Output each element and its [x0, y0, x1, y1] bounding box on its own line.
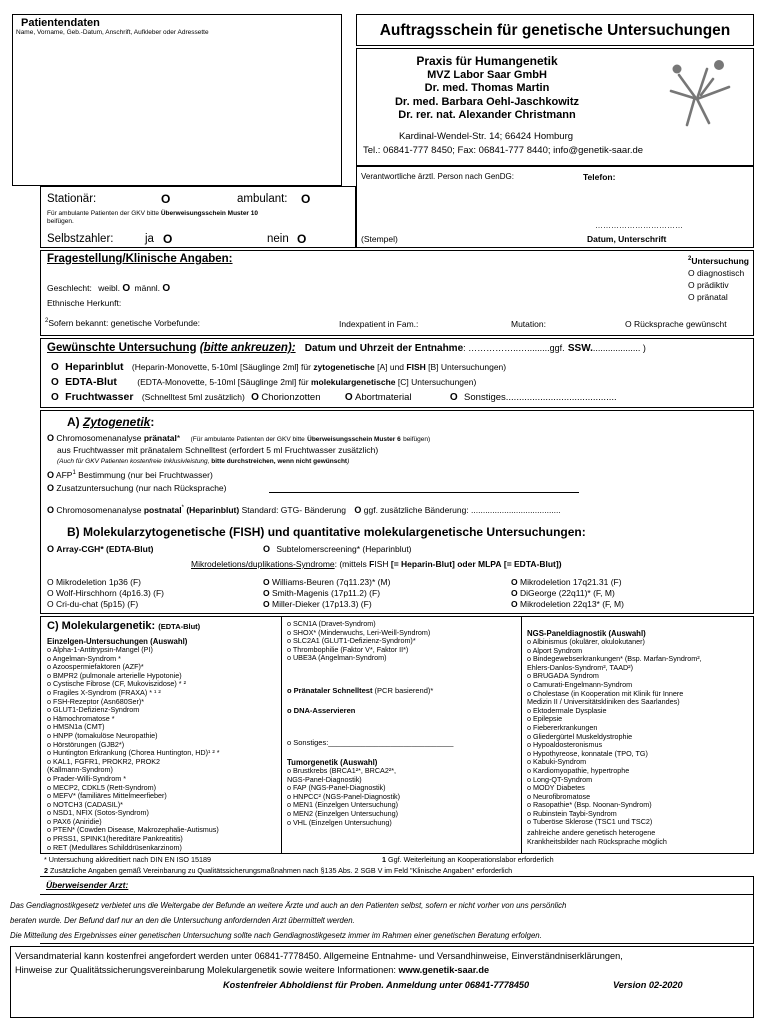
einzelgen-title: Einzelgen-Untersuchungen (Auswahl): [47, 637, 188, 646]
fish-item: Smith-Magenis (17p11.2) (F): [272, 588, 381, 599]
molgen-sonstiges[interactable]: o Sonstiges:______________________________: [287, 738, 454, 747]
einzelgen-item[interactable]: o Huntington Erkrankung (Chorea Huntington, HD)¹ ² *: [47, 748, 220, 758]
maennl-label: männl.: [134, 283, 161, 293]
tumor-title: Tumorgenetik (Auswahl): [287, 758, 378, 767]
einzelgen-item[interactable]: o Alpha-1-Antitrypsin-Mangel (PI): [47, 645, 153, 654]
nein-label: nein: [267, 233, 289, 245]
ngs-item[interactable]: o Neurofibromatose: [527, 791, 591, 801]
einzelgen-item[interactable]: (Kallmann-Syndrom): [47, 765, 113, 775]
molgen-item[interactable]: o Thrombophilie (Faktor V*, Faktor II*): [287, 644, 409, 654]
zyto-title: Zytogenetik: [83, 415, 151, 429]
heparin-desc-e: [B] Untersuchungen): [428, 362, 507, 372]
molgen-title-b: (EDTA-Blut): [158, 622, 201, 631]
praenatal-note-b: Überweisungsschein Muster 6: [307, 436, 401, 443]
fish-item: Williams-Beuren (7q11.23)* (M): [272, 577, 391, 587]
gewuenschte-box: [40, 338, 754, 408]
afp-checkbox[interactable]: O: [47, 470, 55, 480]
einzelgen-item[interactable]: o Cystische Fibrose (CF, Mukoviszidose) * ²: [47, 679, 186, 689]
heparin-desc-c: [A] und: [377, 362, 405, 372]
fish-item[interactable]: O Mikrodeletion 1p36 (F): [47, 577, 142, 587]
molgen-item[interactable]: o SCN1A (Dravet-Syndrom): [287, 619, 376, 628]
fish-item-checkbox[interactable]: O: [511, 577, 518, 587]
ngs-item[interactable]: o BRUGADA Syndrom: [527, 671, 599, 681]
chorion-checkbox[interactable]: O: [251, 392, 259, 403]
lab-line1: MVZ Labor Saar GmbH: [427, 68, 547, 81]
lab-address: Kardinal-Wendel-Str. 14; 66424 Homburg: [398, 131, 574, 142]
station-note-c: beifügen.: [47, 218, 74, 225]
subtelo-checkbox[interactable]: O: [263, 544, 271, 554]
chorion-label: Chorionzotten: [261, 392, 321, 403]
array-checkbox[interactable]: O: [47, 544, 55, 554]
station-note-a: Für ambulante Patienten der GKV bitte: [47, 210, 160, 217]
einzelgen-item[interactable]: o KAL1, FGFR1, PROKR2, PROK2: [47, 756, 161, 766]
ngs-item[interactable]: o Epilepsie: [527, 714, 563, 724]
fish-item: Miller-Dieker (17p13.3) (F): [272, 599, 372, 610]
molgen-item[interactable]: o UBE3A (Angelman-Syndrom): [287, 653, 387, 663]
zusatz-line[interactable]: [269, 492, 579, 493]
vorbefunde-label: Sofern bekannt: genetische Vorbefunde:: [48, 318, 201, 328]
tumor-item[interactable]: o MEN2 (Einzelgen Untersuchung): [287, 808, 399, 818]
einzelgen-item[interactable]: o PRSS1, SPINK1(hereditäre Pankreatitis): [47, 834, 183, 844]
ngs-item[interactable]: o Hypoaldosteronismus: [527, 740, 603, 750]
einzelgen-item[interactable]: o HMSN1a (CMT): [47, 722, 105, 732]
stationaer-label: Stationär:: [47, 193, 97, 205]
fish-item-checkbox[interactable]: O: [263, 599, 270, 610]
einzelgen-item[interactable]: o RET (Medulläres Schilddrüsenkarzinom): [47, 842, 182, 852]
fish-item-checkbox[interactable]: O: [511, 588, 518, 599]
praenatal-a: Chromosomenanalyse: [56, 433, 142, 443]
gew-title-paren: (bitte ankreuzen):: [199, 342, 296, 354]
tumor-item[interactable]: o VHL (Einzelgen Untersuchung): [287, 817, 392, 827]
mikro-b: : (mittels: [334, 559, 367, 569]
mikro-d: ISH: [374, 559, 389, 569]
lab-name: Praxis für Humangenetik: [416, 54, 558, 68]
patient-data-box[interactable]: [12, 14, 342, 186]
edta-checkbox[interactable]: O: [51, 377, 59, 388]
zyto-title-colon: :: [150, 415, 155, 429]
einzelgen-item[interactable]: o NSD1, NFIX (Sotos-Syndrom): [47, 808, 149, 818]
lab-line3: Dr. med. Barbara Oehl-Jaschkowitz: [394, 95, 579, 108]
ja-checkbox[interactable]: O: [163, 232, 173, 246]
einzelgen-item[interactable]: o BMPR2 (pulmonale arterielle Hypotonie): [47, 670, 182, 680]
phone-label: Telefon:: [583, 172, 616, 182]
ngs-item[interactable]: o Kabuki-Syndrom: [527, 757, 587, 767]
ngs-item[interactable]: Ehlers-Danlos-Syndrom², TAAD²): [527, 662, 633, 672]
ngs-title: NGS-Paneldiagnostik (Auswahl): [527, 629, 646, 638]
einzelgen-item[interactable]: o PAX6 (Aniridie): [47, 816, 102, 826]
fish-item-checkbox[interactable]: O: [263, 577, 270, 587]
sonstiges-checkbox[interactable]: O: [449, 392, 458, 403]
heparin-desc-b: zytogenetische: [313, 362, 375, 372]
zyto-title-a: A): [67, 415, 80, 429]
einzelgen-item[interactable]: o PTEN* (Cowden Disease, Makrozephalie-Autismus): [47, 825, 219, 835]
molgen-box: [40, 616, 754, 854]
geschlecht-label: Geschlecht:: [47, 283, 92, 293]
entnahme-label: Datum und Uhrzeit der Entnahme: [304, 343, 464, 354]
postnatal-c: (Heparinblut): [186, 505, 240, 515]
schnelltest-label[interactable]: o Pränataler Schnelltest: [287, 686, 373, 695]
tumor-item[interactable]: o Brustkrebs (BRCA1²*, BRCA2²*,: [287, 766, 397, 775]
ssw-label: SSW.: [567, 343, 593, 354]
ngs-item[interactable]: o Bindegewebserkrankungen* (Bsp. Marfan-Syndrom²,: [527, 654, 702, 664]
heparin-desc-a: (Heparin-Monovette, 5-10ml [Säuglinge 2ml] für: [131, 362, 311, 372]
fish-item: Mikrodeletion 17q21.31 (F): [520, 577, 622, 587]
ngs-item[interactable]: o Kardiomyopathie, hypertrophe: [527, 765, 630, 775]
praenatal-c: *: [176, 433, 181, 443]
praenatal-note: (Für ambulante Patienten der GKV bitte: [190, 436, 305, 443]
dna-asservieren[interactable]: o DNA-Asservieren: [287, 706, 356, 715]
diagnostisch-option[interactable]: O diagnostisch: [688, 267, 745, 278]
responsible-box[interactable]: [356, 166, 754, 248]
abholdienst: Kostenfreier Abholdienst für Proben. Anmeldung unter 06841-7778450: [223, 980, 530, 990]
ngs-item[interactable]: o Hypothyreose, konnatale (TPO, TG): [527, 748, 648, 758]
fish-item-checkbox[interactable]: O: [263, 588, 270, 599]
einzelgen-item[interactable]: o FSH-Rezeptor (Asn680Ser)*: [47, 696, 145, 706]
patient-subtitle: Name, Vorname, Geb.-Datum, Anschrift, Aufkleber oder Adressette: [16, 29, 209, 36]
heparin-label: Heparinblut: [65, 361, 124, 373]
molgen-item[interactable]: o SLC2A1 (GLUT1-Defizienz-Syndrom)*: [287, 636, 416, 646]
praenatal-line2: aus Fruchtwasser mit pränatalem Schnelltest (erfordert 5 ml Fruchtwasser zusätzlich): [57, 445, 379, 455]
ngs-item[interactable]: o Tuberöse Sklerose (TSC1 und TSC2): [527, 817, 653, 827]
ja-label: ja: [145, 233, 154, 245]
arzt-paragraph-1: Das Gendiagnostikgesetz verbietet uns die Weitergabe der Befunde an weitere Ärzte und auch an den Patienten selbst, sofern er nicht vorher von uns persönlich: [10, 901, 567, 910]
footnote-2-num: 1: [382, 855, 386, 864]
bottom-info-box: [10, 946, 754, 1018]
fragestellung-box[interactable]: [40, 250, 754, 336]
ambulant-label: ambulant:: [237, 193, 288, 205]
fruchtwasser-checkbox[interactable]: O: [51, 392, 59, 403]
praxis-logo-icon: [657, 57, 741, 129]
einzelgen-item[interactable]: o Hämochromatose *: [47, 713, 115, 723]
praenatal-line3-a: (Auch für GKV Patienten kostenfreie Inklusivleistung,: [57, 458, 210, 465]
station-box: [40, 186, 356, 248]
herkunft-label: Ethnische Herkunft:: [47, 298, 122, 308]
signature-dots: ……………………………: [595, 221, 683, 230]
praenatal-line3-c: ): [347, 458, 350, 465]
praenatal-option[interactable]: O pränatal: [688, 291, 728, 302]
maennl-checkbox[interactable]: O: [162, 283, 171, 294]
stationaer-checkbox[interactable]: O: [161, 192, 171, 206]
postnatal-sup: *: [181, 505, 184, 512]
ambulant-checkbox[interactable]: O: [301, 192, 311, 206]
ngs-tail-1: zahlreiche andere genetisch heterogene: [527, 828, 656, 837]
footnote-3-num: 2: [44, 866, 48, 875]
postnatal-a: Chromosomenanalyse: [56, 505, 142, 515]
ngs-item[interactable]: o Gliedergürtel Muskeldystrophie: [527, 731, 633, 741]
version-label: Version 02-2020: [613, 980, 683, 990]
ngs-item[interactable]: o Ektodermale Dysplasie: [527, 705, 607, 715]
ngs-item[interactable]: o Fiebererkrankungen: [527, 722, 598, 732]
postnatal-checkbox[interactable]: O: [47, 505, 55, 515]
form-title: Auftragsschein für genetische Untersuchungen: [379, 22, 731, 39]
zyto-fish-box: [40, 410, 754, 614]
einzelgen-item[interactable]: o GLUT1-Defizienz-Syndrom: [47, 705, 140, 715]
einzelgen-item[interactable]: o Fragiles X-Syndrom (FRAXA) * ¹ ²: [47, 687, 161, 697]
einzelgen-item[interactable]: o MEFV* (familiäres Mittelmeerfieber): [47, 791, 167, 801]
postnatal-d: Standard: GTG- Bänderung: [241, 505, 346, 515]
fish-title: B) Molekularzytogenetische (FISH) und quantitative molekulargenetische Untersuchungen:: [67, 525, 586, 539]
arzt-box: [10, 876, 754, 944]
mikro-f: MLPA: [478, 559, 502, 569]
abort-label: Abortmaterial: [355, 392, 412, 403]
zusatz-label: Zusatzuntersuchung (nur nach Rücksprache): [56, 483, 227, 493]
ngs-item[interactable]: o Alport Syndrom: [527, 645, 583, 655]
arzt-paragraph-2: beraten wurde. Der Befund darf nur an den die Untersuchung anfordernden Arzt übermittelt werden.: [10, 916, 355, 925]
station-note-b: Überweisungsschein Muster 10: [160, 210, 258, 217]
ngs-item[interactable]: o MODY Diabetes: [527, 783, 585, 793]
ruecksprache-option[interactable]: O Rücksprache gewünscht: [625, 319, 727, 329]
praenatal-b: pränatal: [143, 433, 177, 443]
einzelgen-item[interactable]: o Angelman-Syndrom *: [47, 653, 121, 663]
fruchtwasser-label: Fruchtwasser: [65, 391, 134, 403]
sonstiges-label[interactable]: Sonstiges..........................................: [464, 392, 617, 403]
footnote-2: Ggf. Weiterleitung an Kooperationslabor erforderlich: [388, 855, 554, 864]
mikro-g: [= EDTA-Blut]): [503, 559, 562, 569]
abort-checkbox[interactable]: O: [344, 392, 353, 403]
indexpatient-label: Indexpatient in Fam.:: [339, 319, 419, 329]
einzelgen-item[interactable]: o NOTCH3 (CADASIL)*: [47, 799, 123, 809]
arzt-paragraph-3: Die Mitteilung des Ergebnisses einer genetischen Untersuchung sollte nach Gendiagnostikgesetz immer im Rahmen einer genetischen Beratung erfolgen.: [10, 931, 542, 940]
einzelgen-item[interactable]: o HNPP (tomakulöse Neuropathie): [47, 730, 158, 740]
heparin-desc-d: FISH: [406, 362, 426, 372]
fish-item: Mikrodeletion 22q13* (F, M): [520, 599, 624, 610]
heparin-checkbox[interactable]: O: [51, 362, 59, 373]
edta-desc-c: [C] Untersuchungen): [397, 377, 477, 387]
tumor-item[interactable]: o MEN1 (Einzelgen Untersuchung): [287, 800, 399, 810]
schnelltest-desc: (PCR basierend)*: [374, 686, 434, 695]
praenatal-line3-b: bitte durchstreichen, wenn nicht gewünscht: [211, 458, 348, 465]
patient-title: Patientendaten: [21, 17, 100, 29]
einzelgen-item[interactable]: o Prader-Willi-Syndrom *: [47, 773, 127, 783]
fish-item[interactable]: O Cri-du-chat (5p15) (F): [47, 599, 139, 610]
einzelgen-item[interactable]: o Azoospermiefaktoren (AZF)*: [47, 662, 144, 672]
selbstzahler-label: Selbstzahler:: [47, 233, 114, 245]
mutation-label: Mutation:: [511, 319, 546, 329]
afp-tail: Bestimmung (nur bei Fruchtwasser): [78, 470, 213, 480]
fish-item: DiGeorge (22q11)* (F, M): [520, 588, 615, 599]
weibl-label: weibl.: [98, 283, 120, 293]
subtelo-label: Subtelomerscreening* (Heparinblut): [276, 544, 412, 554]
fish-item[interactable]: O Wolf-Hirschhorn (4p16.3) (F): [47, 588, 164, 599]
untersuchung-label: Untersuchung: [691, 255, 749, 266]
fruchtwasser-desc: (Schnelltest 5ml zusätzlich): [141, 392, 245, 402]
molgen-item[interactable]: o SHOX* (Minderwuchs, Leri-Weill-Syndrom): [287, 627, 431, 637]
ngs-tail-2: Krankheitsbilder nach Rücksprache möglich: [527, 836, 667, 846]
nein-checkbox[interactable]: O: [297, 232, 307, 246]
ssw-dots[interactable]: ................... ): [592, 343, 646, 353]
afp-label: AFP: [55, 470, 73, 480]
praenatal-note-c: beifügen): [403, 436, 431, 443]
lab-line2: Dr. med. Thomas Martin: [424, 82, 550, 94]
website-link[interactable]: www.genetik-saar.de: [398, 965, 490, 975]
arzt-title: Überweisender Arzt:: [46, 880, 129, 890]
bottom-line-2a: Hinweise zur Qualitätssicherungsvereinbarung Molekulargenetik sowie weitere Informationen:: [15, 965, 396, 975]
ngs-item[interactable]: o Camurati-Engelmann-Syndrom: [527, 679, 633, 689]
edta-desc-a: (EDTA-Monovette, 5-10ml [Säuglinge 2ml] für: [137, 377, 309, 387]
edta-label: EDTA-Blut: [65, 376, 117, 388]
postnatal-b: postnatal: [143, 505, 182, 515]
lab-line4: Dr. rer. nat. Alexander Christmann: [398, 109, 576, 121]
postnatal-e[interactable]: ggf. zusätzliche Bänderung: ......................................: [363, 505, 561, 515]
einzelgen-item[interactable]: o MECP2, CDKL5 (Rett-Syndrom): [47, 782, 157, 792]
lab-info-box: [356, 48, 754, 166]
zus-baenderung-checkbox[interactable]: O: [354, 505, 362, 515]
array-label: Array-CGH* (EDTA-Blut): [56, 544, 154, 554]
ngs-item[interactable]: o Albinismus (okulärer, okulokutaner): [527, 637, 645, 646]
tumor-item[interactable]: o FAP (NGS-Panel-Diagnostik): [287, 783, 386, 793]
einzelgen-item[interactable]: o Hörstörungen (GJB2*): [47, 739, 125, 749]
mikro-c: F: [369, 559, 375, 569]
footnote-3: Zusätzliche Angaben gemäß Vereinbarung zu Qualitätssicherungsmaßnahmen nach §135 Abs. 2 SGB V im Feld "Klinische Angaben" erforderlich: [50, 866, 513, 875]
responsible-label: Verantwortliche ärztl. Person nach GenDG:: [361, 172, 514, 181]
zusatz-checkbox[interactable]: O: [47, 483, 55, 493]
weibl-checkbox[interactable]: O: [122, 283, 131, 294]
praenatal-checkbox[interactable]: O: [47, 433, 55, 443]
ngs-item[interactable]: o Long-QT-Syndrom: [527, 774, 593, 784]
tumor-item[interactable]: o HNPCC² (NGS-Panel-Diagnostik): [287, 791, 401, 801]
stamp-label: (Stempel): [361, 234, 398, 244]
entnahme-dots[interactable]: : ……………..….........ggf.: [463, 343, 565, 353]
gew-title: Gewünschte Untersuchung: [47, 342, 197, 354]
praediktiv-option[interactable]: O prädiktiv: [688, 279, 729, 290]
tumor-item[interactable]: NGS-Panel-Diagnostik): [287, 774, 362, 784]
mikro-a: Mikrodeletions/duplikations-Syndrome: [191, 559, 335, 569]
afp-sup: 1: [72, 470, 76, 477]
lab-contact: Tel.: 06841-777 8450; Fax: 06841-777 8440; info@genetik-saar.de: [363, 145, 644, 156]
untersuchung-sup: 2: [688, 256, 692, 262]
ngs-item[interactable]: o Rasopathie* (Bsp. Noonan-Syndrom): [527, 800, 652, 810]
vorbefunde-sup: 2: [45, 318, 49, 325]
bottom-line-1: Versandmaterial kann kostenfrei angefordert werden unter 06841-7778450. Allgemeine Entnahme- und Versandhinweise, Einverständniserklärungen,: [15, 951, 623, 961]
mikro-e: [= Heparin-Blut] oder: [390, 559, 476, 569]
ngs-item[interactable]: o Rubinstein Taybi-Syndrom: [527, 808, 617, 818]
fish-item-checkbox[interactable]: O: [511, 599, 518, 610]
ngs-item[interactable]: Medizin II / Universitätskliniken des Saarlandes): [527, 697, 680, 707]
footnote-1: * Untersuchung akkreditiert nach DIN EN ISO 15189: [44, 855, 211, 864]
ngs-item[interactable]: o Cholestase (in Kooperation mit Klinik für Innere: [527, 688, 684, 698]
edta-desc-b: molekulargenetische: [310, 377, 396, 387]
date-signature-label: Datum, Unterschrift: [587, 234, 667, 244]
molgen-title: C) Molekulargenetik:: [47, 620, 156, 632]
frage-title: Fragestellung/Klinische Angaben:: [47, 253, 233, 265]
form-title-box: [356, 14, 754, 46]
